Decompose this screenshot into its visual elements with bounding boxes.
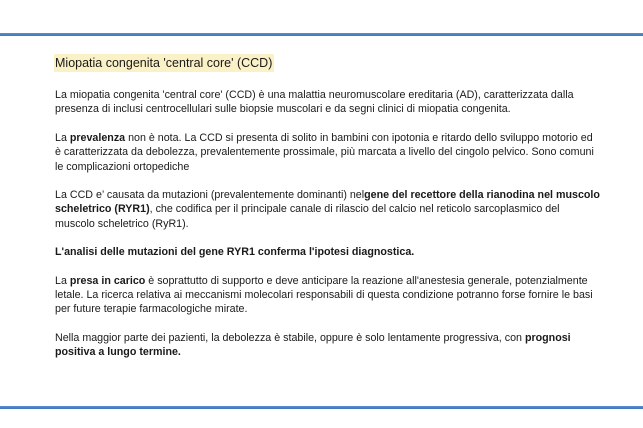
paragraph-management	[55, 274, 600, 317]
prognosis-pre: Nella maggior parte dei pazienti, la debolezza è stabile, oppure è solo lentamente progressiva, con	[55, 331, 525, 344]
cause-pre: La CCD e’ causata da mutazioni (prevalentemente dominanti) nel	[55, 189, 365, 202]
diagnosis-bold: L'analisi delle mutazioni del gene RYR1 conferma l'ipotesi diagnostica.	[55, 246, 415, 259]
top-divider	[0, 33, 643, 36]
paragraph-prevalence	[55, 131, 600, 174]
management-bold: presa in carico	[69, 274, 146, 287]
management-pre: La	[55, 274, 70, 287]
paragraph-prognosis	[55, 331, 600, 360]
management-post: è soprattutto di supporto e deve anticipare la reazione all'anestesia generale, potenzialmente letale. La ricerca relativa ai meccanismi molecolari responsabili di questa condizione potranno forse fornire le basi per future terapie farmacologiche mirate.	[55, 274, 593, 316]
paragraph-intro	[55, 88, 600, 117]
prevalence-post: non è nota. La CCD si presenta di solito in bambini con ipotonia e ritardo dello sviluppo motorio ed è caratterizzata da debolezza, prevalentemente prossimale, più marcata a livello del cingolo pelvico. Sono comuni le complicazioni ortopediche	[55, 131, 594, 173]
intro-text: La miopatia congenita 'central core' (CCD) è una malattia neuromuscolare ereditaria (AD), caratterizzata dalla presenza di inclusi centrocellulari sulle biopsie muscolari e da segni clinici di miopatia congenita.	[55, 89, 574, 116]
cause-post: , che codifica per il principale canale di rilascio del calcio nel reticolo sarcoplasmico del muscolo scheletrico (RyR1).	[55, 203, 560, 230]
prognosis-bold: prognosi positiva a lungo termine.	[55, 331, 571, 359]
cause-bold: gene del recettore della rianodina nel muscolo scheletrico (RYR1)	[55, 189, 600, 216]
prevalence-bold: prevalenza	[69, 131, 126, 144]
page-title: Miopatia congenita 'central core' (CCD)	[55, 56, 273, 70]
prevalence-pre: La	[55, 131, 70, 144]
paragraph-diagnosis	[55, 245, 600, 259]
header-band	[0, 0, 643, 34]
bottom-divider	[0, 406, 643, 409]
paragraph-cause	[55, 188, 600, 231]
slide-content	[55, 54, 600, 374]
